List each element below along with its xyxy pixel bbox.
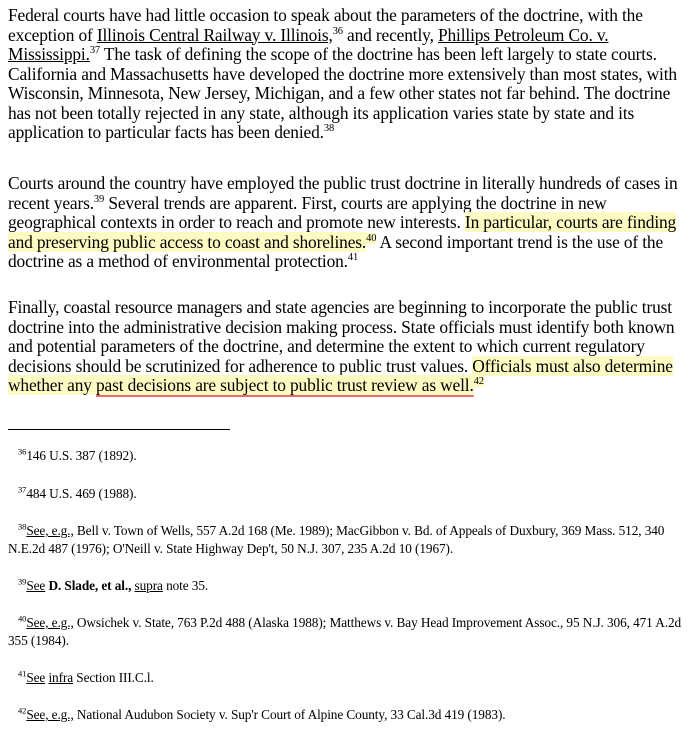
text: A second important trend is the use of the doctrine as a method of environmental protection. xyxy=(8,231,664,271)
footnote-text: Bell v. Town of Wells, 557 A.2d 168 (Me. 1989); MacGibbon v. Bd. of Appeals of Duxbury, 369 Mass. 512, 340 N.E.2d 487 (1976); O'Neill v. State Highway Dep't, 50 N.J. 307, 235 A.2d 10 (1967). xyxy=(8,523,665,556)
text: The task of defining the scope of the doctrine has been left largely to state courts. California and Massachusetts have developed the doctrine more extensively than most states, with Wisconsin, Minnesota, New Jersey, Michigan, and a few other states not far behind. The doctrine has not been totally rejected in any state, although its application varies state by state and its application to particular facts has been denied. xyxy=(8,44,677,142)
author-name: D. Slade, et al., xyxy=(45,578,135,593)
footnote-number: 36 xyxy=(18,446,27,457)
text: and recently, xyxy=(342,24,438,45)
citation-signal: See xyxy=(26,670,46,685)
footnote-text: note 35. xyxy=(162,578,209,593)
citation-signal: See xyxy=(26,578,46,593)
infra-signal: infra xyxy=(48,670,74,685)
footnote-text: Section III.C.l. xyxy=(73,670,154,685)
paragraph-courts-around-country xyxy=(8,174,693,272)
paragraph-coastal-managers xyxy=(8,298,693,396)
footnote-ref-41[interactable]: 41 xyxy=(347,252,359,264)
citation-signal: See, e.g., xyxy=(26,707,74,722)
footnote-41 xyxy=(18,669,700,687)
citation-signal: See, e.g., xyxy=(26,615,74,630)
text: Finally, coastal resource managers and state agencies are beginning to incorporate the public trust doctrine into the administrative decision making process. State officials must identify both known and potential parameters of the doctrine, and determine the extent to which current regulatory decisions should be scrutinized for adherence to public trust values. xyxy=(8,297,675,376)
footnote-ref-42[interactable]: 42 xyxy=(473,376,484,388)
footnote-39 xyxy=(18,577,700,595)
paragraph-federal-courts xyxy=(8,6,693,143)
footnote-separator xyxy=(8,429,230,430)
footnote-text: 484 U.S. 469 (1988). xyxy=(26,486,137,501)
footnote-ref-38[interactable]: 38 xyxy=(323,123,335,135)
citation-signal: See, e.g., xyxy=(26,523,74,538)
text: Several trends are apparent. First, courts are applying the doctrine in new geographical contexts in order to reach and promote new interests. xyxy=(8,192,607,232)
highlight-past-decisions: past decisions are subject to public trust review as well. xyxy=(96,375,474,395)
footnote-text: National Audubon Society v. Sup'r Court of Alpine County, 33 Cal.3d 419 (1983). xyxy=(73,707,506,722)
highlight-public-access: In particular, courts are finding and preserving public access to coast and shorelines. xyxy=(8,212,677,252)
supra-signal: supra xyxy=(134,578,163,593)
footnote-38 xyxy=(8,522,696,558)
footnote-40 xyxy=(8,614,696,650)
footnote-number: 41 xyxy=(18,668,27,679)
footnote-number: 40 xyxy=(18,613,27,624)
footnote-42 xyxy=(18,706,700,724)
footnote-text: Owsichek v. State, 763 P.2d 488 (Alaska 1988); Matthews v. Bay Head Improvement Assoc., 95 N.J. 306, 471 A.2d 355 (1984). xyxy=(8,615,682,648)
case-citation-phillips-petroleum: Phillips Petroleum Co. v. Mississippi. xyxy=(8,24,609,64)
footnote-number: 37 xyxy=(18,484,27,495)
footnote-number: 38 xyxy=(18,521,27,532)
footnote-36 xyxy=(18,447,700,465)
text: Courts around the country have employed the public trust doctrine in literally hundreds of cases in recent years. xyxy=(8,173,678,213)
text: Federal courts have had little occasion to speak about the parameters of the doctrine, with the exception of xyxy=(8,5,643,45)
footnote-number: 39 xyxy=(18,576,27,587)
footnote-ref-36[interactable]: 36 xyxy=(332,25,343,37)
footnote-ref-39[interactable]: 39 xyxy=(93,193,105,205)
footnote-text: 146 U.S. 387 (1892). xyxy=(26,448,137,463)
case-citation-illinois-central: Illinois Central Railway v. Illinois, xyxy=(96,24,333,45)
footnote-ref-40[interactable]: 40 xyxy=(366,232,377,244)
footnote-37 xyxy=(18,485,700,503)
highlight-officials-must: Officials must also determine whether any xyxy=(8,355,673,395)
footnote-number: 42 xyxy=(18,705,27,716)
footnote-ref-37[interactable]: 37 xyxy=(89,45,101,57)
